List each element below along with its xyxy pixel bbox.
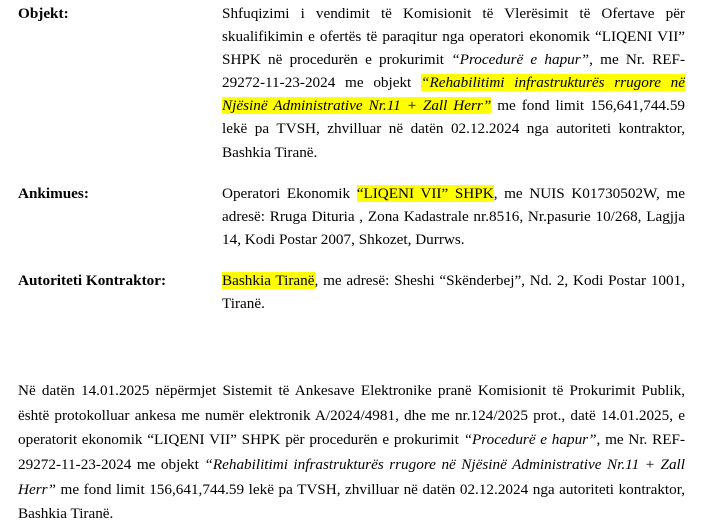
field-value-objekt [222, 2, 705, 164]
text-segment-italic: “Rehabilitimi infrastrukturës rrugore në Njësinë Administrative Nr.11 + Zall Herr” [18, 456, 685, 498]
text-segment-italic: “Procedurë e hapur” [463, 431, 597, 449]
field-value-autoriteti-kontraktor [222, 269, 705, 315]
field-value-ankimues [222, 182, 705, 251]
text-segment-highlighted: “Rehabilitimi infrastrukturës rrugore në Njësinë Administrative Nr.11 + Zall Herr” [222, 74, 685, 115]
field-row-autoriteti-kontraktor [0, 269, 705, 315]
text-segment: , me adresë: Sheshi “Skënderbej”, Nd. 2, Kodi Postar 1001, Tiranë. [222, 271, 685, 313]
text-segment: , me NUIS K01730502W, me adresë: Rruga Dituria , Zona Kadastrale nr.8516, Nr.pasurie 10/268, Lagjja 14, Kodi Postar 2007, Shkozet, Durrws. [222, 184, 685, 248]
field-row-objekt [0, 2, 705, 164]
text-segment-italic: “Procedurë e hapur” [451, 51, 590, 69]
text-segment: Operatori Ekonomik [222, 184, 357, 202]
text-segment: , me Nr. REF-29272-11-23-2024 me objekt [18, 431, 686, 473]
field-label-autoriteti-kontraktor: Autoriteti Kontraktor: [18, 271, 167, 289]
text-segment: me fond limit 156,641,744.59 lekë pa TVSH, zhvilluar në datën 02.12.2024 nga autoriteti kontraktor, Bashkia Tiranë. [18, 480, 685, 523]
section-spacer [0, 333, 705, 379]
body-paragraph [0, 379, 705, 527]
field-label-ankimues: Ankimues: [18, 184, 89, 202]
text-segment: Në datën 14.01.2025 nëpërmjet Sistemit të Ankesave Elektronike pranë Komisionit të Prokurimit Publik, është protokolluar ankesa me numër elektronik A/2024/4981, dhe me nr.124/2025 prot., datë 14.01.2025, e operatorit ekonomik “LIQENI VII” SHPK për procedurën e prokurimit [18, 382, 685, 449]
text-segment: , me Nr. REF-29272-11-23-2024 me objekt [222, 51, 685, 92]
text-segment-highlighted: Bashkia Tiranë [222, 271, 315, 289]
text-segment: me fond limit 156,641,744.59 lekë pa TVSH, zhvilluar në datën 02.12.2024 nga autoriteti kontraktor, Bashkia Tiranë. [222, 97, 686, 161]
field-row-ankimues [0, 182, 705, 251]
text-segment: Shfuqizimi i vendimit të Komisionit të Vlerësimit të Ofertave për skualifikimin e ofertës të paraqitur nga operatori ekonomik “LIQENI VII” SHPK në procedurën e prokurimit [222, 5, 685, 69]
text-segment-highlighted: “LIQENI VII” SHPK [356, 184, 494, 202]
field-label-objekt: Objekt: [18, 5, 69, 22]
